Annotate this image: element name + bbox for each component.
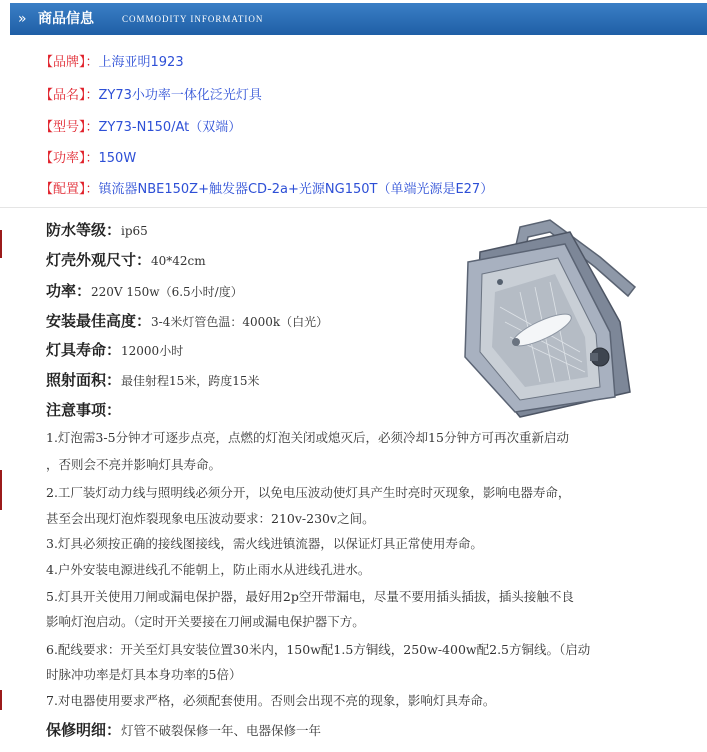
spec-value: 镇流器NBE150Z+触发器CD-2a+光源NG150T（单端光源是E27） — [98, 182, 494, 197]
section-title: 商品信息 — [38, 11, 94, 27]
note-line: 2.工厂装灯动力线与照明线必须分开，以免电压波动使灯具产生时亮时灭现象，影响电器寿命， — [46, 485, 571, 500]
note-line: 3.灯具必须按正确的接线图接线，需火线进镇流器，以保证灯具正常使用寿命。 — [46, 536, 483, 551]
warranty-key: 保修明细： — [46, 721, 122, 739]
prop-value: 12000小时 — [121, 344, 184, 358]
warranty-value: 灯管不破裂保修一年、电器保修一年 — [121, 723, 322, 738]
prop-key: 安装最佳高度： — [46, 312, 152, 330]
prop-value: 220V 150w（6.5小时/度） — [91, 285, 243, 299]
spec-model — [40, 118, 241, 138]
spec-key: 【品名】： — [40, 88, 99, 103]
floodlight-lamp-image — [450, 212, 650, 422]
spec-power — [40, 149, 136, 169]
prop-value: 40*42cm — [151, 254, 206, 268]
prop-key: 照射面积： — [46, 371, 122, 389]
prop-value: 最佳射程15米，跨度15米 — [121, 374, 260, 388]
prop-power — [46, 281, 243, 302]
note-line: 时脉冲功率是灯具本身功率的5倍） — [46, 667, 242, 682]
spec-value: 150W — [98, 151, 137, 166]
note-line: 4.户外安装电源进线孔不能朝上，防止雨水从进线孔进水。 — [46, 562, 371, 577]
prop-key: 灯具寿命： — [46, 341, 122, 359]
note-line: 6.配线要求：开关至灯具安装位置30米内，150w配1.5方铜线，250w-400w配2.5方铜线。（启动 — [46, 642, 591, 657]
double-arrow-right-icon: » — [18, 11, 27, 27]
edge-mark — [0, 470, 2, 510]
warranty-line — [46, 720, 321, 741]
prop-install-height — [46, 311, 328, 332]
note-line: ，否则会不亮并影响灯具寿命。 — [46, 457, 222, 472]
spec-brand — [40, 53, 184, 73]
spec-value: ZY73小功率一体化泛光灯具 — [98, 88, 262, 103]
spec-key: 【功率】： — [40, 151, 99, 166]
note-line: 7.对电器使用要求严格，必须配套使用。否则会出现不亮的现象，影响灯具寿命。 — [46, 693, 496, 708]
prop-coverage — [46, 370, 260, 391]
spec-key: 【品牌】： — [40, 55, 99, 70]
prop-key: 防水等级： — [46, 221, 122, 239]
section-subtitle: COMMODITY INFORMATION — [122, 14, 264, 24]
spec-key: 【配置】： — [40, 182, 99, 197]
prop-value: 3-4米灯管色温：4000k（白光） — [151, 315, 329, 329]
note-line: 甚至会出现灯泡炸裂现象电压波动要求：210v-230v之间。 — [46, 511, 375, 526]
divider — [0, 207, 707, 208]
section-header — [10, 3, 707, 35]
prop-value: ip65 — [121, 224, 148, 238]
spec-product-name — [40, 86, 262, 106]
spec-value: ZY73-N150/At（双端） — [98, 120, 242, 135]
prop-key: 功率： — [46, 282, 92, 300]
prop-lifespan — [46, 340, 183, 361]
note-line: 1.灯泡需3-5分钟才可逐步点亮，点燃的灯泡关闭或熄灭后，必须冷却15分钟方可再次重新启动 — [46, 430, 569, 445]
spec-configuration — [40, 180, 493, 200]
spec-value: 上海亚明1923 — [98, 55, 184, 70]
prop-key: 灯壳外观尺寸： — [46, 251, 152, 269]
note-line: 影响灯泡启动。（定时开关要接在刀闸或漏电保护器下方。 — [46, 614, 365, 629]
note-line: 5.灯具开关使用刀闸或漏电保护器，最好用2p空开带漏电，尽量不要用插头插拔，插头接触不良 — [46, 589, 574, 604]
prop-waterproof — [46, 220, 148, 241]
edge-mark — [0, 690, 2, 710]
spec-key: 【型号】： — [40, 120, 99, 135]
edge-mark — [0, 230, 2, 258]
notes-title: 注意事项： — [46, 401, 122, 419]
prop-housing-size — [46, 250, 206, 271]
